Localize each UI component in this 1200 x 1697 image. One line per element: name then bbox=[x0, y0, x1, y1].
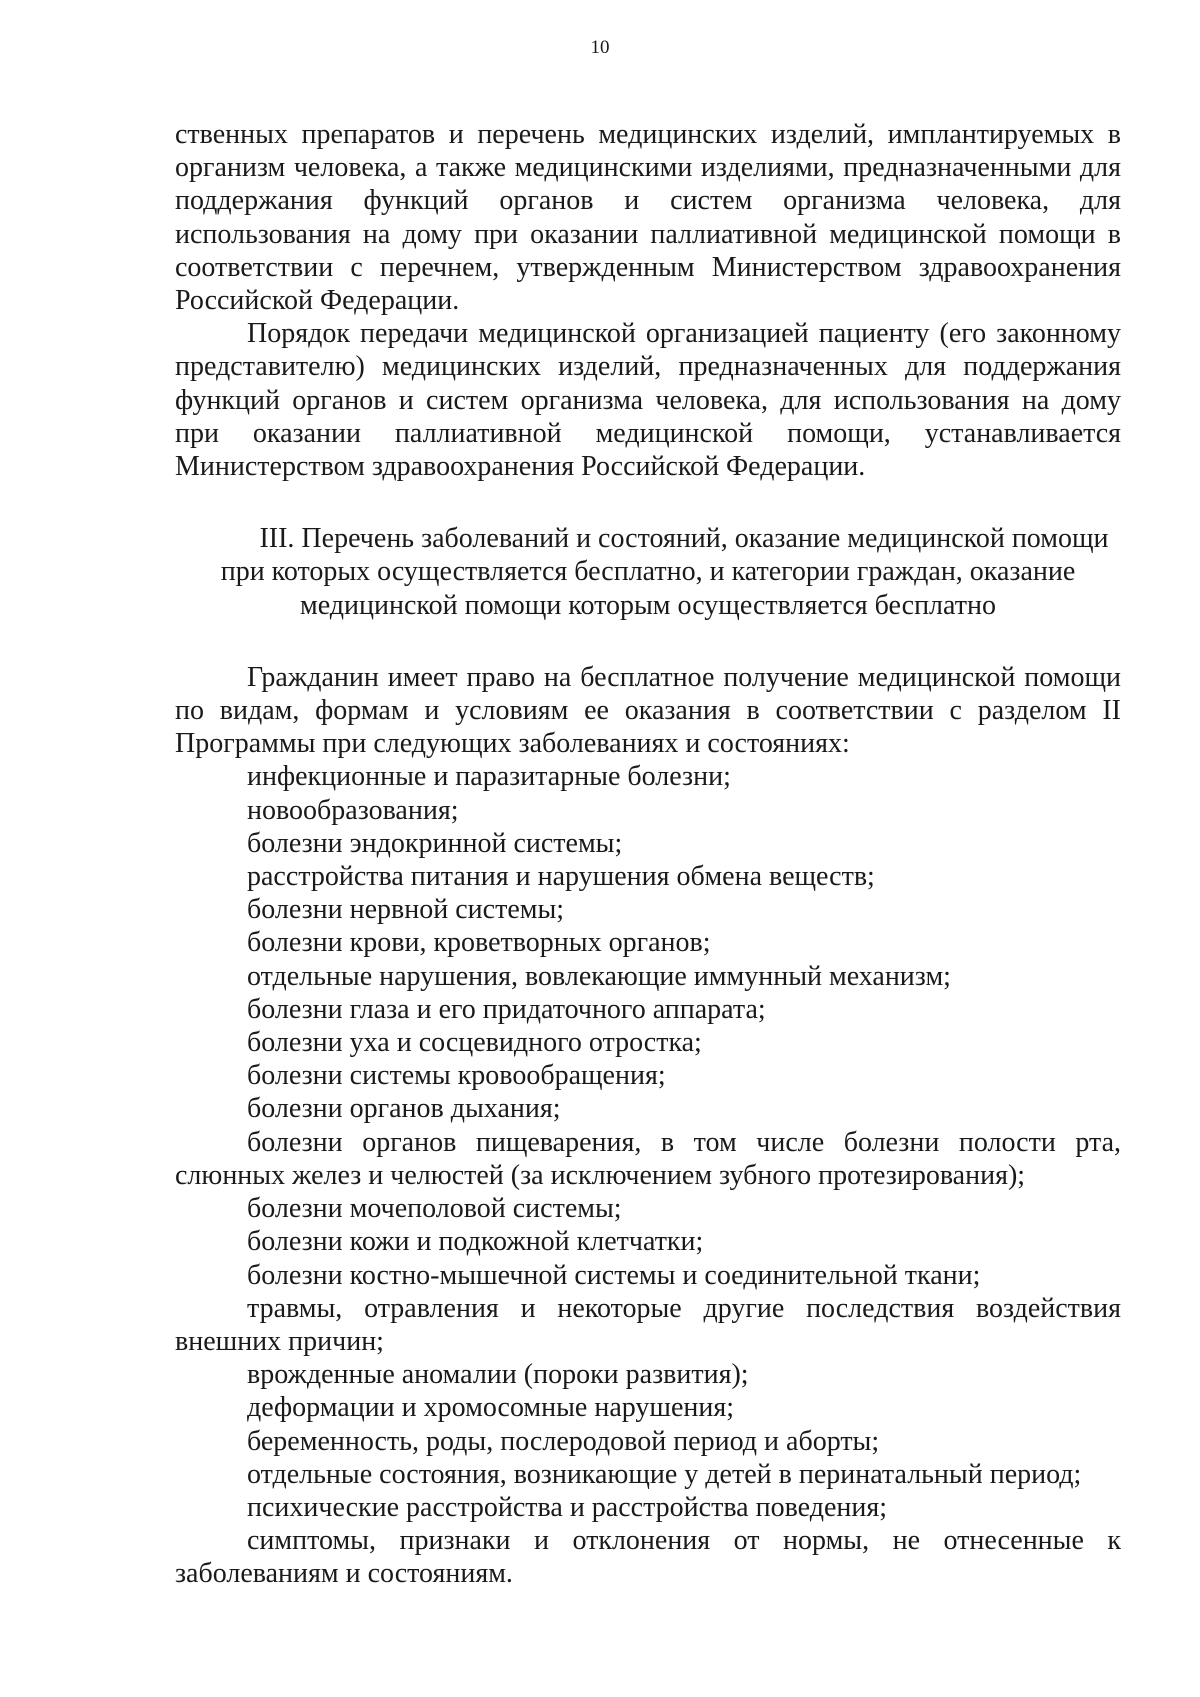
paragraph-transfer-procedure: Порядок передачи медицинской организацией пациенту (его законному представителю) медицинских изделий, предназначенных для поддержания функций органов и систем организма человека, для использования на дому при оказании паллиативной медицинской помощи, устанавливается Министерством здравоохранения Российской Федерации. bbox=[175, 318, 1121, 483]
paragraph-citizen-rights: Гражданин имеет право на бесплатное получение медицинской помощи по видам, формам и условиям ее оказания в соответствии с разделом II Программы при следующих заболеваниях и состояниях: bbox=[175, 661, 1121, 760]
list-item: новообразования; bbox=[247, 794, 459, 826]
list-item: травмы, отравления и некоторые другие последствия воздействия внешних причин; bbox=[175, 1292, 1121, 1357]
list-item: болезни органов дыхания; bbox=[247, 1093, 561, 1125]
list-item: болезни эндокринной системы; bbox=[247, 827, 623, 859]
list-item: инфекционные и паразитарные болезни; bbox=[247, 761, 731, 793]
list-item: болезни костно-мышечной системы и соединительной ткани; bbox=[247, 1259, 981, 1291]
list-item: беременность, роды, послеродовой период и аборты; bbox=[247, 1425, 880, 1457]
list-item: деформации и хромосомные нарушения; bbox=[247, 1392, 735, 1424]
document-body bbox=[175, 118, 1121, 1591]
list-item: психические расстройства и расстройства поведения; bbox=[247, 1491, 887, 1523]
list-item: болезни мочеполовой системы; bbox=[247, 1193, 622, 1225]
conditions-list bbox=[175, 760, 1121, 1590]
list-item: врожденные аномалии (пороки развития); bbox=[247, 1359, 749, 1391]
list-item: болезни крови, кроветворных органов; bbox=[247, 927, 711, 959]
list-item: болезни уха и сосцевидного отростка; bbox=[247, 1027, 702, 1059]
list-item: болезни системы кровообращения; bbox=[247, 1060, 666, 1092]
paragraph-continuation: ственных препаратов и перечень медицинских изделий, имплантируемых в организм человека, а также медицинскими изделиями, предназначенными для поддержания функций органов и систем организма человека, для использования на дому при оказании паллиативной медицинской помощи в соответствии с перечнем, утвержденным Министерством здравоохранения Российской Федерации. bbox=[175, 119, 1121, 317]
page-number: 10 bbox=[590, 37, 610, 58]
list-item: симптомы, признаки и отклонения от нормы, не отнесенные к заболеваниям и состояниям. bbox=[175, 1525, 1121, 1590]
list-item: болезни кожи и подкожной клетчатки; bbox=[247, 1226, 704, 1258]
list-item: болезни нервной системы; bbox=[247, 894, 565, 926]
list-item: отдельные нарушения, вовлекающие иммунный механизм; bbox=[247, 960, 951, 992]
list-item: отдельные состояния, возникающие у детей в перинатальный период; bbox=[247, 1458, 1082, 1490]
list-item: расстройства питания и нарушения обмена веществ; bbox=[247, 861, 875, 893]
list-item: болезни глаза и его придаточного аппарата; bbox=[247, 993, 766, 1025]
section-heading: III. Перечень заболеваний и состояний, оказание медицинской помощи при которых осуществляется бесплатно, и категории граждан, оказание медицинской помощи которым осуществляется бесплатно bbox=[220, 523, 1109, 621]
list-item: болезни органов пищеварения, в том числе болезни полости рта, слюнных желез и челюстей (за исключением зубного протезирования); bbox=[175, 1126, 1121, 1191]
